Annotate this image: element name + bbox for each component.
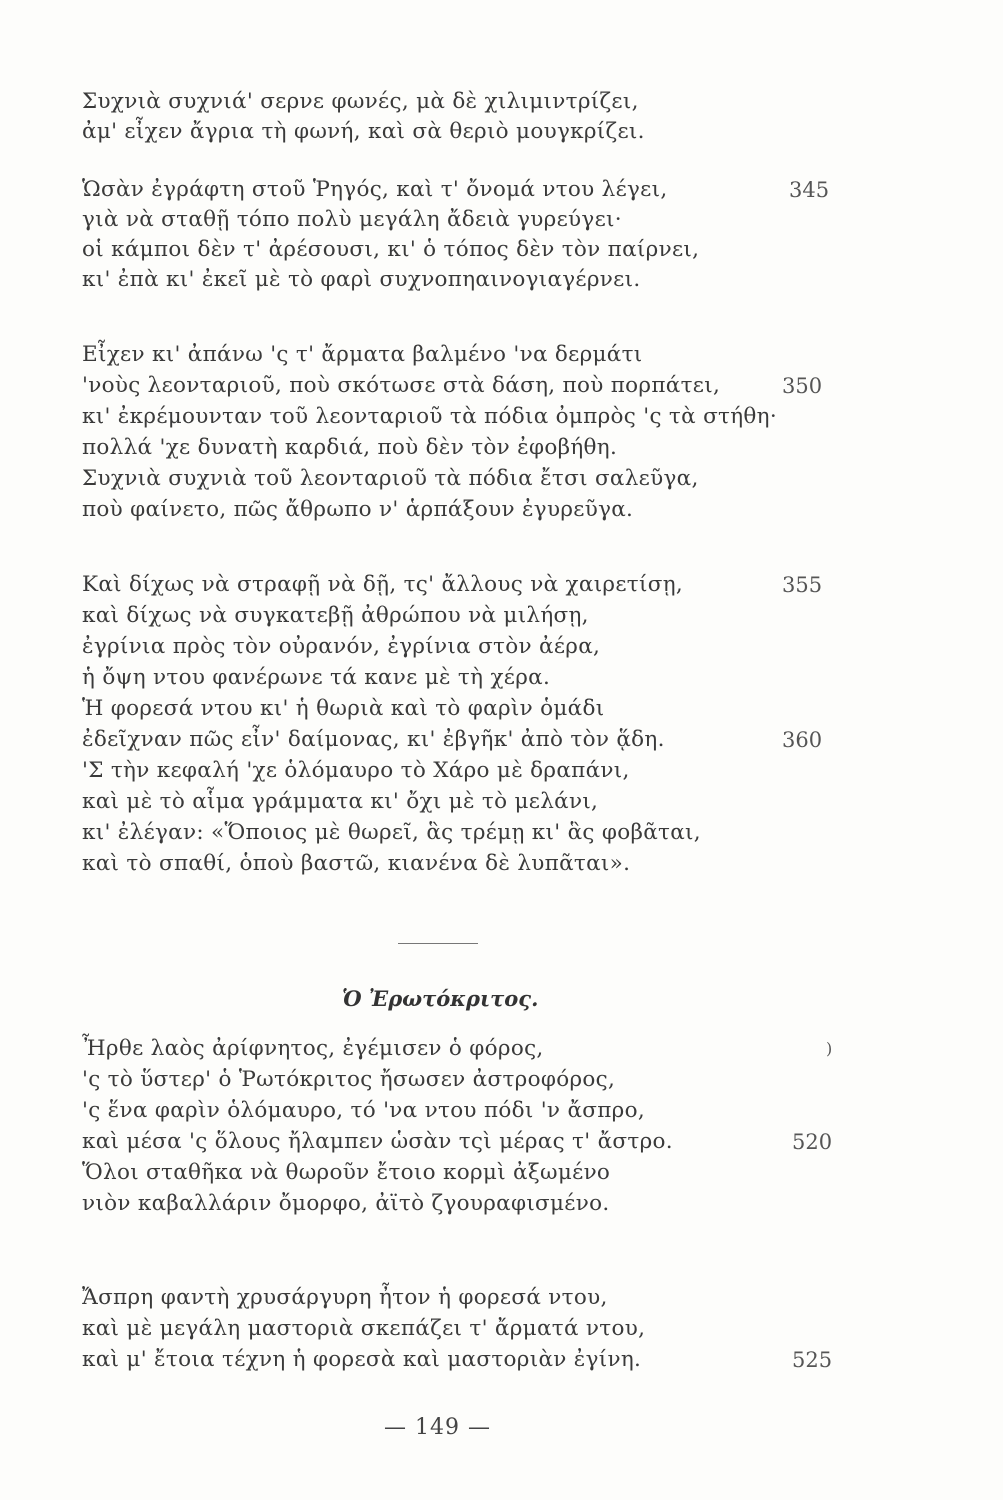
section-heading: Ὁ Ἐρωτόκριτος. [342, 986, 539, 1011]
verse-line: ἡ ὄψη ντου φανέρωνε τά κανε μὲ τὴ χέρα. [82, 665, 551, 690]
verse-line: καὶ μὲ τὸ αἷμα γράμματα κι' ὄχι μὲ τὸ μελάνι, [82, 789, 599, 814]
verse-line: Ἄσπρη φαντὴ χρυσάργυρη ἦτον ἡ φορεσά ντου, [82, 1285, 608, 1310]
verse-line: Καὶ δίχως νὰ στραφῇ νὰ δῇ, τς' ἄλλους νὰ χαιρετίσῃ, [82, 572, 684, 597]
section-divider [398, 943, 478, 944]
line-number: 360 [782, 728, 823, 752]
verse-line: κι' ἐκρέμουνταν τοῦ λεονταριοῦ τὰ πόδια ὀμπρὸς 'ς τὰ στήθη· [82, 404, 777, 429]
verse-line: 'Σ τὴν κεφαλή 'χε ὁλόμαυρο τὸ Χάρο μὲ δραπάνι, [82, 758, 630, 783]
verse-line: νιὸν καβαλλάριν ὄμορφο, ἀϊτὸ ζγουραφισμένο. [82, 1191, 610, 1216]
margin-mark: ) [826, 1039, 833, 1058]
verse-line: καὶ μὲ μεγάλη μαστοριὰ σκεπάζει τ' ἄρματά ντου, [82, 1316, 646, 1341]
verse-line: ἐγρίνια πρὸς τὸν οὐρανόν, ἐγρίνια στὸν ἀέρα, [82, 634, 601, 659]
verse-line: ἐδεῖχναν πῶς εἶν' δαίμονας, κι' ἐβγῆκ' ἀπὸ τὸν ᾅδη. [82, 727, 665, 752]
verse-line: 'νοὺς λεονταριοῦ, ποὺ σκότωσε στὰ δάση, ποὺ πορπάτει, [82, 373, 721, 398]
verse-line: Ὡσὰν ἐγράφτη στοῦ Ῥηγός, καὶ τ' ὄνομά ντου λέγει, [82, 177, 668, 202]
verse-line: κι' ἐπὰ κι' ἐκεῖ μὲ τὸ φαρὶ συχνοπηαινογιαγέρνει. [82, 267, 641, 292]
verse-line: Συχνιὰ συχνιά' σερνε φωνές, μὰ δὲ χιλιμιντρίζει, [82, 89, 639, 114]
line-number: 355 [782, 573, 823, 597]
verse-line: κι' ἐλέγαν: «Ὅποιος μὲ θωρεῖ, ἃς τρέμῃ κι' ἃς φοβᾶται, [82, 820, 701, 845]
line-number: 520 [792, 1130, 833, 1154]
verse-line: οἱ κάμποι δὲν τ' ἀρέσουσι, κι' ὁ τόπος δὲν τὸν παίρνει, [82, 237, 700, 262]
verse-line: Ἡ φορεσά ντου κι' ἡ θωριὰ καὶ τὸ φαρὶν ὁμάδι [82, 696, 605, 721]
line-number: 350 [782, 374, 823, 398]
verse-line: Συχνιὰ συχνιὰ τοῦ λεονταριοῦ τὰ πόδια ἔτσι σαλεῦγα, [82, 466, 699, 491]
verse-line: καὶ δίχως νὰ συγκατεβῇ ἀθρώπου νὰ μιλήσῃ, [82, 603, 589, 628]
verse-line: 'ς τὸ ὕστερ' ὁ Ῥωτόκριτος ἤσωσεν ἀστροφόρος, [82, 1067, 616, 1092]
verse-line: ἀμ' εἶχεν ἄγρια τὴ φωνή, καὶ σὰ θεριὸ μουγκρίζει. [82, 119, 645, 144]
verse-line: Ὅλοι σταθῆκα νὰ θωροῦν ἔτοιο κορμὶ ἀξωμένο [82, 1160, 611, 1185]
verse-line: γιὰ νὰ σταθῇ τόπο πολὺ μεγάλη ἄδειὰ γυρεύγει· [82, 207, 622, 232]
verse-line: καὶ μέσα 'ς ὅλους ἤλαμπεν ὡσὰν τςὶ μέρας τ' ἄστρο. [82, 1129, 673, 1154]
verse-line: 'ς ἕνα φαρὶν ὁλόμαυρο, τό 'να ντου πόδι 'ν ἄσπρο, [82, 1098, 645, 1123]
verse-line: ποὺ φαίνετο, πῶς ἄθρωπο ν' ἁρπάξουν ἐγυρεῦγα. [82, 497, 634, 522]
verse-line: Ἦρθε λαὸς ἀρίφνητος, ἐγέμισεν ὁ φόρος, [82, 1036, 544, 1061]
verse-line: καὶ τὸ σπαθί, ὁποὺ βαστῶ, κιανένα δὲ λυπᾶται». [82, 851, 631, 876]
line-number: 345 [789, 178, 830, 202]
verse-line: Εἶχεν κι' ἀπάνω 'ς τ' ἄρματα βαλμένο 'να δερμάτι [82, 342, 643, 367]
verse-line: καὶ μ' ἔτοια τέχνη ἡ φορεσὰ καὶ μαστοριὰν ἐγίνη. [82, 1347, 642, 1372]
verse-line: πολλά 'χε δυνατὴ καρδιά, ποὺ δὲν τὸν ἐφοβήθη. [82, 435, 618, 460]
line-number: 525 [792, 1348, 833, 1372]
page-number: — 149 — [384, 1415, 491, 1440]
